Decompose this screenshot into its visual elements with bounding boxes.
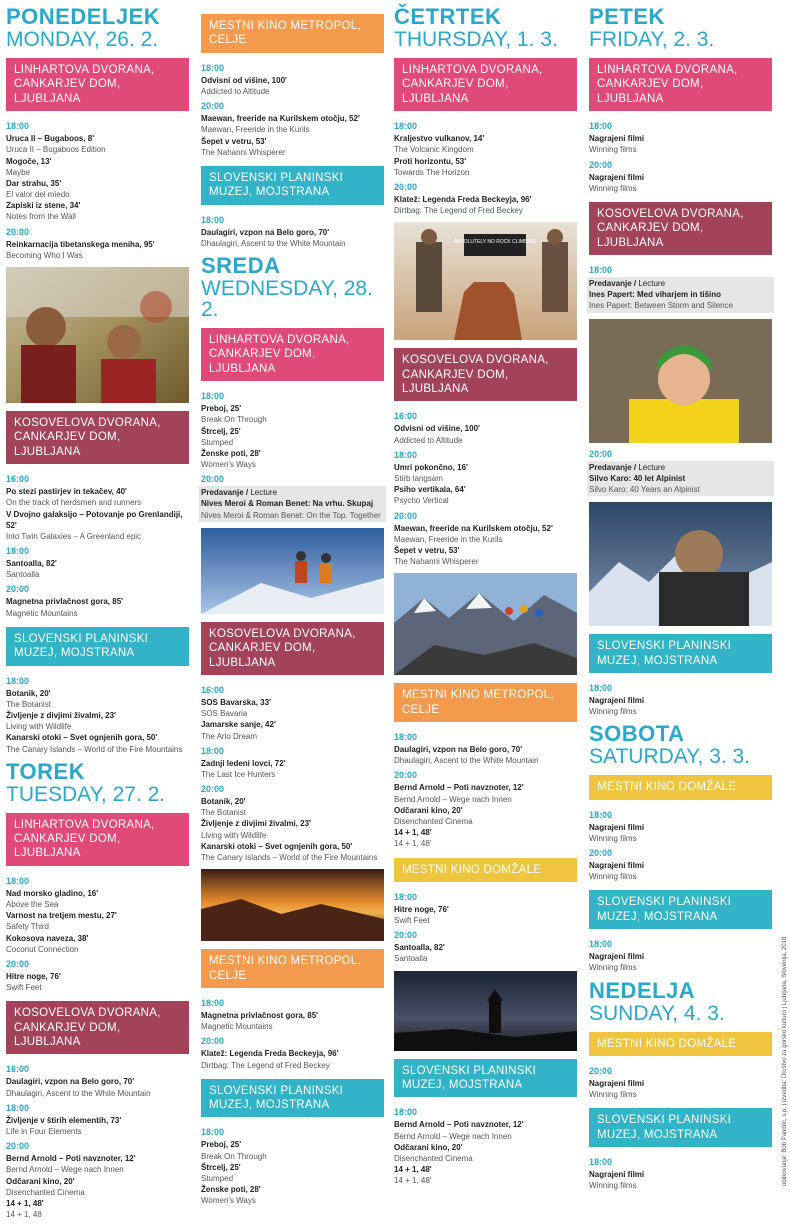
photo-monks [6, 267, 189, 403]
film-title: Umri pokončno, 16' [394, 462, 468, 472]
lecture-box [587, 461, 774, 497]
film-subtitle: Living with Wildlife [201, 830, 267, 840]
lecture-box [587, 277, 774, 313]
film-title: Klatež: Legenda Freda Beckeyja, 96' [394, 194, 532, 204]
day-name-sl: SREDA [201, 253, 281, 278]
lecture-box [199, 486, 386, 522]
venue-label: KOSOVELOVA DVORANA, CANKARJEV DOM, LJUBLJANA [6, 1001, 189, 1054]
time: 18:00 [394, 1107, 418, 1118]
venue-label: LINHARTOVA DVORANA, CANKARJEV DOM, LJUBLJANA [201, 328, 384, 381]
film-title: Psiho vertikala, 64' [394, 485, 466, 495]
time: 18:00 [201, 391, 225, 402]
time: 18:00 [394, 891, 418, 902]
film-subtitle: Magnetic Mountains [201, 1022, 273, 1032]
venue-label: MESTNI KINO DOMŽALE [589, 1032, 772, 1056]
venue-label: MESTNI KINO DOMŽALE [394, 858, 577, 882]
film-subtitle: The Last Ice Hunters [201, 769, 276, 779]
venue-label: MESTNI KINO METROPOL, CELJE [394, 683, 577, 722]
day-name-en: SATURDAY, 3. 3. [589, 745, 751, 769]
film-subtitle: Dhaulagiri, Ascent to the White Mountain [394, 756, 539, 766]
film-title: Kraljestvo vulkanov, 14' [394, 134, 485, 144]
film-title: Santoalla, 82' [394, 943, 445, 953]
time: 20:00 [201, 1036, 225, 1047]
day-heading-thursday [394, 6, 577, 50]
film-subtitle: Santoalla [394, 954, 428, 964]
time: 18:00 [201, 997, 225, 1008]
photo-canary-sunset [201, 869, 384, 941]
credits-vertical [778, 936, 788, 1186]
lecture-label: Predavanje / Lecture [201, 488, 278, 498]
film-subtitle: The Ario Dream [201, 731, 258, 741]
day-name-en: WEDNESDAY, 28. 2. [201, 277, 373, 321]
film-title: Jamarske sanje, 42' [201, 720, 276, 730]
screening-block [201, 215, 384, 249]
sign-text: ABSOLUTELY NO ROCK CLIMBING [453, 239, 537, 246]
photo-silvo-karo [589, 502, 772, 626]
time: 18:00 [201, 1127, 225, 1138]
film-title: Kokosova naveza, 38' [6, 933, 89, 943]
screening-block [394, 732, 577, 850]
film-title: Botanik, 20' [201, 797, 246, 807]
film-subtitle: Winning films [589, 1181, 637, 1191]
lecture-subtitle: Ines Papert: Between Storm and Silence [589, 301, 734, 311]
film-subtitle: Winning films [589, 183, 637, 193]
film-subtitle: Becoming Who I Was [6, 250, 83, 260]
time: 18:00 [201, 62, 225, 73]
venue-label: LINHARTOVA DVORANA, CANKARJEV DOM, LJUBLJANA [589, 58, 772, 111]
film-subtitle: Women's Ways [201, 1196, 256, 1206]
lecture-label: Predavanje / Lecture [589, 462, 666, 472]
film-subtitle: Women's Ways [201, 460, 256, 470]
film-subtitle: Dirtbag: The Legend of Fred Beckey [201, 1060, 330, 1070]
venue-label: SLOVENSKI PLANINSKI MUZEJ, MOJSTRANA [589, 1108, 772, 1147]
film-subtitle: 14 + 1, 48 [6, 1210, 42, 1220]
day-name-sl: ČETRTEK [394, 4, 502, 29]
film-title: Po stezi pastirjev in tekačev, 40' [6, 487, 127, 497]
screening-block [6, 1064, 189, 1220]
film-title: Nagrajeni filmi [589, 1078, 645, 1088]
film-subtitle: 14 + 1, 48' [394, 839, 432, 849]
film-subtitle: Coconut Connection [6, 944, 79, 954]
film-subtitle: Safety Third [6, 922, 49, 932]
film-title: Življenje z divjimi živalmi, 23' [201, 819, 311, 829]
film-title: Maewan, freeride na Kurilskem otočju, 52' [394, 523, 553, 533]
film-subtitle: The Volcanic Kingdom [394, 145, 474, 155]
time: 20:00 [201, 474, 225, 485]
film-title: Varnost na tretjem mestu, 27' [6, 911, 117, 921]
film-title: Magnetna privlačnost gora, 85' [6, 597, 124, 607]
venue-label: KOSOVELOVA DVORANA, CANKARJEV DOM, LJUBLJANA [6, 411, 189, 464]
film-subtitle: Maybe [6, 167, 31, 177]
film-subtitle: Maewan, Freeride in the Kurils [394, 534, 503, 544]
film-subtitle: Addicted to Altitude [394, 435, 463, 445]
screening-block [6, 121, 189, 261]
day-name-en: TUESDAY, 27. 2. [6, 782, 166, 806]
screening-block [201, 685, 384, 863]
film-title: Kanarski otoki – Svet ognjenih gora, 50' [201, 841, 353, 851]
film-title: Nad morsko gladino, 16' [6, 888, 99, 898]
time: 20:00 [394, 510, 418, 521]
time: 18:00 [394, 732, 418, 742]
film-title: Odčarani kino, 20' [394, 805, 463, 815]
time: 20:00 [6, 584, 30, 595]
film-title: Daulagiri, vzpon na Belo goro, 70' [6, 1077, 135, 1087]
venue-label: SLOVENSKI PLANINSKI MUZEJ, MOJSTRANA [589, 890, 772, 929]
film-subtitle: Break On Through [201, 1151, 267, 1161]
lecture-title: Silvo Karo: 40 let Alpinist [589, 473, 686, 483]
day-name-sl: NEDELJA [589, 977, 696, 1003]
time: 18:00 [6, 121, 30, 132]
time: 18:00 [589, 682, 613, 693]
film-subtitle: Stumped [201, 1174, 234, 1183]
film-subtitle: Notes from the Wall [6, 212, 76, 222]
time: 16:00 [201, 684, 225, 695]
day-heading-tuesday [6, 758, 189, 806]
venue-label: SLOVENSKI PLANINSKI MUZEJ, MOJSTRANA [6, 627, 189, 666]
time: 20:00 [589, 1065, 613, 1076]
time: 18:00 [6, 875, 30, 886]
film-subtitle: The Nahanni Whisperer [201, 147, 286, 157]
film-title: Ženske poti, 28' [201, 1185, 261, 1195]
film-title: Odvisni od višine, 100' [201, 75, 287, 85]
film-title: Zapiski iz stene, 34' [6, 201, 81, 211]
film-title: Hitre noge, 76' [394, 904, 449, 914]
film-title: Odčarani kino, 20' [394, 1142, 463, 1152]
film-title: 14 + 1, 48' [6, 1198, 44, 1208]
day-name-sl: SOBOTA [589, 721, 685, 747]
day-heading-sunday [589, 977, 772, 1025]
venue-label: MESTNI KINO METROPOL, CELJE [201, 14, 384, 53]
film-subtitle: Winning films [589, 707, 637, 717]
time: 18:00 [6, 1102, 30, 1113]
film-subtitle: Disenchanted Cinema [394, 1153, 473, 1163]
day-name-sl: PETEK [589, 4, 665, 29]
time: 20:00 [201, 101, 225, 112]
film-title: Santoalla, 82' [6, 559, 57, 569]
film-title: Bernd Arnold – Poti navznoter, 12' [394, 1120, 524, 1130]
time: 18:00 [394, 121, 418, 132]
film-title: Nagrajeni filmi [589, 172, 645, 182]
venue-label: KOSOVELOVA DVORANA, CANKARJEV DOM, LJUBLJANA [394, 348, 577, 401]
film-title: Magnetna privlačnost gora, 85' [201, 1010, 319, 1020]
photo-mountain-group [394, 573, 577, 675]
film-title: Hitre noge, 76' [6, 971, 61, 981]
lecture-title: Ines Papert: Med viharjem in tišino [589, 290, 722, 300]
day-heading-monday [6, 6, 189, 50]
film-subtitle: Addicted to Altitude [201, 86, 270, 96]
film-subtitle: Maewan, Freeride in the Kurils [201, 125, 310, 135]
day-name-en: MONDAY, 26. 2. [6, 28, 159, 51]
film-subtitle: Break On Through [201, 415, 267, 425]
screening-block [6, 876, 189, 994]
time: 20:00 [589, 848, 613, 858]
time: 18:00 [394, 449, 418, 460]
film-subtitle: Winning films [589, 145, 637, 155]
screening-block [589, 810, 772, 883]
venue-label: SLOVENSKI PLANINSKI MUZEJ, MOJSTRANA [201, 166, 384, 205]
screening-block [589, 265, 772, 313]
day-name-sl: TOREK [6, 758, 86, 784]
screening-block [589, 1066, 772, 1100]
screening-block [589, 939, 772, 973]
screening-block [201, 1127, 384, 1206]
film-subtitle: Dhaulagiri, Ascent to the White Mountain [6, 1088, 151, 1098]
film-subtitle: Psycho Vertical [394, 496, 449, 506]
film-title: Življenje z divjimi živalmi, 23' [6, 710, 116, 720]
film-subtitle: The Nahanni Whisperer [394, 557, 479, 567]
time: 18:00 [589, 121, 613, 132]
screening-block [201, 63, 384, 158]
film-title: Nagrajeni filmi [589, 695, 645, 705]
time: 20:00 [6, 958, 30, 969]
time: 20:00 [6, 1141, 30, 1152]
film-subtitle: 14 + 1, 48' [394, 1176, 432, 1186]
film-subtitle: El valor del miedo [6, 190, 70, 200]
time: 18:00 [589, 1157, 613, 1167]
screening-block [589, 683, 772, 717]
photo-summit-climbers [201, 528, 384, 614]
film-title: Dar strahu, 35' [6, 178, 62, 188]
film-subtitle: Winning films [589, 963, 637, 973]
film-subtitle: Uruca II – Bugaboos Edition [6, 145, 106, 155]
venue-label: LINHARTOVA DVORANA, CANKARJEV DOM, LJUBLJANA [6, 813, 189, 866]
day-name-sl: PONEDELJEK [6, 4, 161, 29]
film-subtitle: Into Twin Galaxies – A Greenland epic [6, 531, 142, 541]
film-subtitle: The Canary Islands – World of the Fire Mountains [6, 744, 183, 754]
film-subtitle: Disenchanted Cinema [6, 1187, 85, 1197]
film-subtitle: Above the Sea [6, 900, 59, 909]
film-subtitle: Swift Feet [6, 983, 42, 993]
time: 20:00 [394, 181, 418, 192]
film-subtitle: On the track of herdsmen and runners [6, 498, 142, 508]
time: 16:00 [394, 411, 418, 422]
film-subtitle: Bernd Arnold – Wege nach Innen [394, 794, 512, 804]
film-title: V Dvojno galaksijo – Potovanje po Grenlandiji, 52' [6, 509, 183, 530]
screening-block [589, 121, 772, 194]
photo-climbers-sign [394, 222, 577, 340]
film-subtitle: Stirb langsam [394, 473, 443, 483]
film-subtitle: Winning films [589, 872, 637, 882]
venue-label: LINHARTOVA DVORANA, CANKARJEV DOM, LJUBLJANA [394, 58, 577, 111]
venue-label: MESTNI KINO METROPOL, CELJE [201, 949, 384, 988]
screening-block [394, 1107, 577, 1186]
lecture-title: Nives Meroi & Roman Benet: Na vrhu. Skupaj [201, 499, 374, 509]
lecture-label: Predavanje / Lecture [589, 279, 666, 288]
time: 16:00 [6, 474, 30, 485]
time: 18:00 [6, 546, 30, 557]
venue-label: SLOVENSKI PLANINSKI MUZEJ, MOJSTRANA [201, 1079, 384, 1118]
film-subtitle: Santoalla [6, 570, 40, 580]
time: 18:00 [589, 265, 613, 275]
film-subtitle: Winning films [589, 833, 637, 843]
time: 18:00 [201, 745, 225, 756]
day-name-en: THURSDAY, 1. 3. [394, 28, 558, 51]
film-title: Ženske poti, 28' [201, 448, 261, 458]
time: 20:00 [589, 448, 613, 459]
film-title: Štrcelj, 25' [201, 426, 241, 436]
screening-block [589, 449, 772, 497]
film-subtitle: Winning films [589, 1090, 637, 1100]
film-title: Nagrajeni filmi [589, 822, 645, 832]
photo-ines-papert [589, 319, 772, 443]
lecture-subtitle: Nives Meroi & Roman Benet: On the Top. Together [201, 510, 381, 520]
film-title: Daulagiri, vzpon na Belo goro, 70' [394, 745, 523, 754]
film-subtitle: Magnetic Mountains [6, 608, 78, 618]
day-heading-saturday [589, 723, 772, 767]
photo-chapel-night [394, 971, 577, 1051]
film-title: Bernd Arnold – Poti navznoter, 12' [6, 1154, 136, 1164]
film-title: Štrcelj, 25' [201, 1162, 241, 1172]
day-name-en: FRIDAY, 2. 3. [589, 28, 715, 51]
film-subtitle: Swift Feet [394, 916, 430, 926]
film-title: Mogoče, 13' [6, 156, 52, 166]
time: 18:00 [6, 675, 30, 686]
credits-text: oblikovanje: Bob Pandric, s.p. | izvedba: Društvo za gorsko kulturo | Ljubljana, Slovenija, 2018 [782, 936, 788, 1186]
film-title: Odčarani kino, 20' [6, 1176, 75, 1186]
screening-block [201, 391, 384, 522]
time: 20:00 [589, 159, 613, 170]
film-title: Preboj, 25' [201, 1140, 242, 1150]
film-subtitle: SOS Bavaria [201, 709, 248, 719]
film-title: Preboj, 25' [201, 404, 242, 414]
screening-block [394, 121, 577, 216]
film-subtitle: Stumped [201, 437, 234, 447]
film-subtitle: Bernd Arnold – Wege nach Innen [6, 1165, 124, 1175]
time: 18:00 [589, 809, 613, 820]
film-subtitle: The Botanist [201, 808, 246, 818]
time: 20:00 [6, 226, 30, 237]
film-title: Uruca II – Bugaboos, 8' [6, 134, 95, 144]
film-title: SOS Bavarska, 33' [201, 697, 271, 707]
film-subtitle: The Canary Islands – World of the Fire Mountains [201, 853, 378, 862]
day-name-en: SUNDAY, 4. 3. [589, 1001, 725, 1025]
venue-label: LINHARTOVA DVORANA, CANKARJEV DOM, LJUBLJANA [6, 58, 189, 111]
film-title: Botanik, 20' [6, 688, 51, 698]
venue-label: SLOVENSKI PLANINSKI MUZEJ, MOJSTRANA [589, 634, 772, 673]
screening-block [394, 892, 577, 965]
film-subtitle: Life in Four Elements [6, 1127, 82, 1136]
film-subtitle: Bernd Arnold – Wege nach Innen [394, 1131, 512, 1141]
film-title: Maewan, freeride na Kurilskem otočju, 52' [201, 114, 360, 124]
screening-block [6, 676, 189, 755]
column-4 [589, 0, 772, 1197]
venue-label: KOSOVELOVA DVORANA, CANKARJEV DOM, LJUBLJANA [201, 622, 384, 675]
film-subtitle: Towards The Horizon [394, 167, 470, 177]
film-subtitle: The Botanist [6, 699, 51, 709]
time: 20:00 [394, 930, 418, 941]
film-title: Bernd Arnold – Poti navznoter, 12' [394, 783, 524, 793]
time: 20:00 [394, 770, 418, 781]
film-subtitle: Disenchanted Cinema [394, 816, 473, 826]
film-title: Življenje v štirih elementih, 73' [6, 1115, 122, 1125]
film-title: 14 + 1, 48' [394, 828, 432, 838]
film-title: Nagrajeni filmi [589, 134, 645, 144]
screening-block [6, 474, 189, 619]
film-title: Kanarski otoki – Svet ognjenih gora, 50' [6, 733, 158, 743]
film-subtitle: Dhaulagiri, Ascent to the White Mountain [201, 238, 346, 248]
film-subtitle: Dirtbag: The Legend of Fred Beckey [394, 206, 523, 216]
lecture-subtitle: Silvo Karo: 40 Years an Alpinist [589, 484, 700, 494]
film-title: Šepet v vetru, 53' [201, 136, 267, 146]
film-title: Klatež: Legenda Freda Beckeyja, 96' [201, 1049, 339, 1059]
time: 18:00 [201, 214, 225, 225]
film-title: Šepet v vetru, 53' [394, 545, 460, 555]
film-title: Proti horizontu, 53' [394, 156, 467, 166]
column-3 [394, 0, 577, 1193]
venue-label: MESTNI KINO DOMŽALE [589, 775, 772, 799]
film-title: Nagrajeni filmi [589, 952, 645, 962]
column-1 [6, 0, 189, 1226]
film-title: Nagrajeni filmi [589, 1170, 645, 1179]
time: 18:00 [589, 939, 613, 950]
venue-label: SLOVENSKI PLANINSKI MUZEJ, MOJSTRANA [394, 1059, 577, 1098]
film-title: Reinkarnacija tibetanskega meniha, 95' [6, 239, 155, 249]
film-subtitle: Living with Wildlife [6, 722, 72, 732]
screening-block [589, 1157, 772, 1191]
film-title: Zadnji ledeni lovci, 72' [201, 758, 286, 768]
film-title: Odvisni od višine, 100' [394, 424, 480, 434]
film-title: 14 + 1, 48' [394, 1165, 432, 1175]
film-title: Daulagiri, vzpon na Belo goro, 70' [201, 227, 330, 237]
time: 20:00 [201, 784, 225, 795]
time: 16:00 [6, 1064, 30, 1075]
screening-block [394, 411, 577, 567]
screening-block [201, 998, 384, 1071]
day-heading-wednesday [201, 255, 384, 320]
column-2 [201, 0, 384, 1213]
day-heading-friday [589, 6, 772, 50]
venue-label: KOSOVELOVA DVORANA, CANKARJEV DOM, LJUBLJANA [589, 202, 772, 255]
film-title: Nagrajeni filmi [589, 861, 645, 870]
